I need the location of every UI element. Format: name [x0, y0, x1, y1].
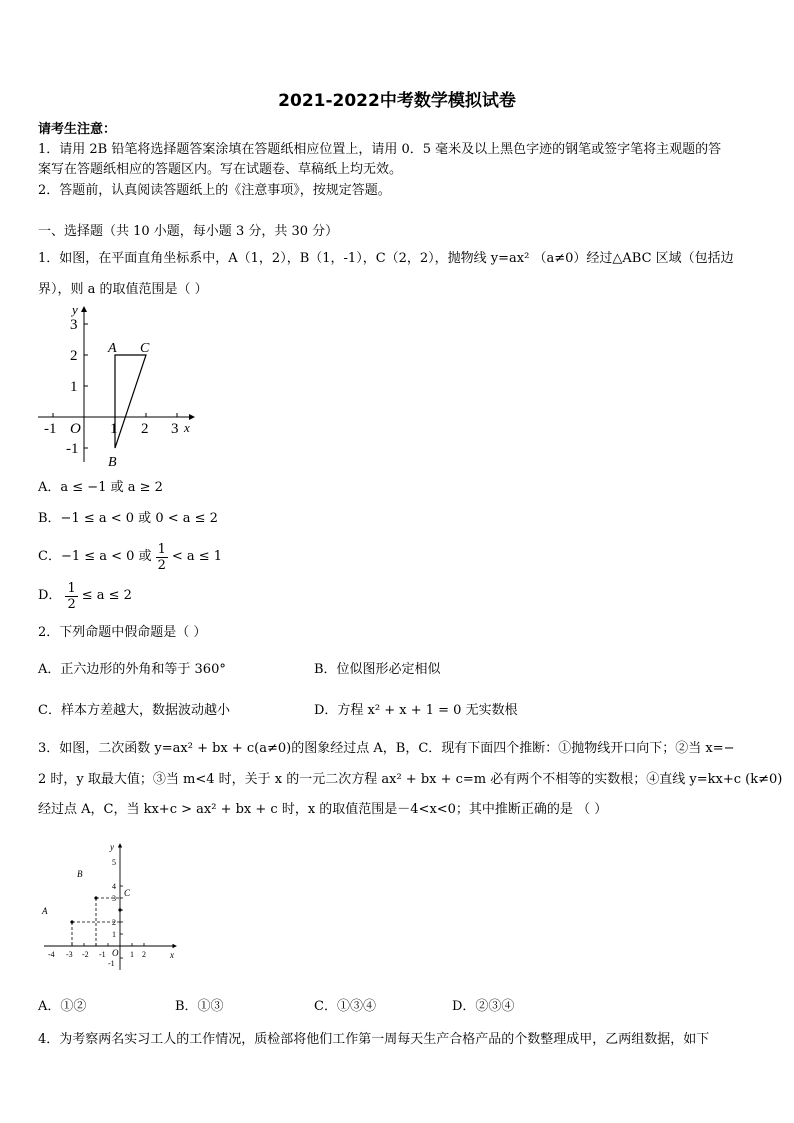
q4-stem: 4．为考察两名实习工人的工作情况，质检部将他们工作第一周每天生产合格产品的个数整理成甲，乙两组数据，如下: [38, 1032, 710, 1047]
q3-option-a: A．①②: [38, 999, 87, 1014]
point-b-label: B: [108, 455, 117, 470]
q3-option-c: C．①③④: [314, 999, 376, 1014]
q1-option-a: A．a ≤ −1 或 a ≥ 2: [38, 480, 163, 495]
q3-y-tick: -1: [108, 959, 115, 968]
q1-x-label: x: [184, 420, 190, 435]
notice-heading: 请考生注意：: [38, 122, 117, 137]
q3-stem-line2: 2 时，y 取最大值；③当 m<4 时，关于 x 的一元二次方程 ax² + bx + c=m 必有两个不相等的实数根；④直线 y=kx+c (k≠0): [38, 772, 783, 787]
q3-x-tick: -3: [66, 950, 73, 959]
q1-x-tick: 2: [141, 421, 149, 437]
q1-option-d-prefix: D．: [38, 588, 62, 603]
q1-option-c-fraction: [156, 542, 168, 573]
q3-y-label: y: [110, 842, 114, 852]
q3-point-c: [118, 908, 121, 911]
notice-line-2: 2．答题前，认真阅读答题纸上的《注意事项》，按规定答题。: [38, 183, 391, 198]
q3-x-label: x: [170, 950, 174, 960]
fraction-denominator: 2: [157, 557, 166, 573]
q3-option-b: B．①③: [175, 999, 224, 1014]
q1-y-tick: 3: [70, 317, 78, 333]
point-a-label: A: [108, 341, 117, 356]
q3-x-tick: -4: [48, 950, 55, 959]
q1-origin-label: O: [70, 421, 81, 437]
q1-y-tick: -1: [66, 441, 79, 457]
q1-y-tick: 2: [70, 348, 78, 364]
notice-line-1b: 案写在答题纸相应的答题区内。写在试题卷、草稿纸上均无效。: [38, 162, 403, 177]
q3-y-tick: 1: [112, 930, 116, 939]
fraction-numerator: 1: [67, 580, 76, 596]
point-c-label: C: [140, 341, 150, 356]
q2-option-c: C．样本方差越大，数据波动越小: [38, 703, 230, 718]
q3-figure: [36, 838, 186, 978]
page-title: 2021-2022中考数学模拟试卷: [278, 91, 516, 111]
q1-x-tick: -1: [44, 421, 57, 437]
q2-option-a: A．正六边形的外角和等于 360°: [38, 662, 226, 677]
q1-option-c-suffix: < a ≤ 1: [171, 549, 223, 564]
q1-y-label: y: [72, 302, 78, 317]
q3-stem-line1: 3．如图，二次函数 y=ax² + bx + c(a≠0)的图象经过点 A，B，C．现有下面四个推断：①抛物线开口向下；②当 x=−: [38, 741, 735, 756]
q3-point-a-label: A: [42, 906, 48, 916]
q1-stem-line1: 1．如图，在平面直角坐标系中，A（1，2），B（1，-1），C（2，2），抛物线 y=ax² （a≠0）经过△ABC 区域（包括边: [38, 251, 734, 266]
q1-y-tick: 1: [70, 379, 78, 395]
q3-point-c-label: C: [124, 888, 131, 898]
q1-x-tick: 3: [171, 421, 179, 437]
q3-option-d: D．②③④: [452, 999, 515, 1014]
q1-x-tick: 1: [110, 421, 118, 437]
fraction-denominator: 2: [67, 596, 76, 612]
q3-point-b: [94, 896, 97, 899]
q3-x-tick: 2: [142, 950, 146, 959]
fraction-numerator: 1: [157, 541, 166, 557]
q3-x-tick: 1: [130, 950, 134, 959]
q3-stem-line3: 经过点 A，C，当 kx+c > ax² + bx + c 时，x 的取值范围是－4<x<0；其中推断正确的是 （ ）: [38, 802, 608, 817]
q3-point-b-label: B: [77, 869, 83, 879]
q3-y-tick: 5: [112, 858, 116, 867]
q3-x-tick: -1: [99, 950, 106, 959]
section-heading: 一、选择题（共 10 小题，每小题 3 分，共 30 分）: [38, 224, 339, 239]
notice-line-1a: 1．请用 2B 铅笔将选择题答案涂填在答题纸相应位置上，请用 0．5 毫米及以上黑色字迹的钢笔或签字笔将主观题的答: [38, 142, 722, 157]
q1-option-b: B．−1 ≤ a < 0 或 0 < a ≤ 2: [38, 511, 218, 526]
q1-option-c-prefix: C．−1 ≤ a < 0 或: [38, 549, 152, 564]
q1-option-c: [38, 538, 222, 576]
q1-figure: [34, 302, 204, 472]
q1-option-d-suffix: ≤ a ≤ 2: [81, 588, 132, 603]
q3-y-tick: 3: [112, 894, 116, 903]
q3-x-tick: -2: [82, 950, 89, 959]
q2-option-d: D．方程 x² + x + 1 = 0 无实数根: [314, 703, 518, 718]
q2-stem: 2．下列命题中假命题是（ ）: [38, 625, 207, 640]
q3-y-tick: 2: [112, 918, 116, 927]
q1-option-d-fraction: [65, 581, 77, 612]
q3-y-tick: 4: [112, 882, 116, 891]
q2-option-b: B．位似图形必定相似: [314, 662, 441, 677]
q3-origin-label: O: [112, 948, 119, 958]
q1-stem-line2: 界），则 a 的取值范围是（ ）: [38, 282, 208, 297]
q1-option-d: [38, 577, 132, 615]
q3-point-a: [70, 920, 73, 923]
